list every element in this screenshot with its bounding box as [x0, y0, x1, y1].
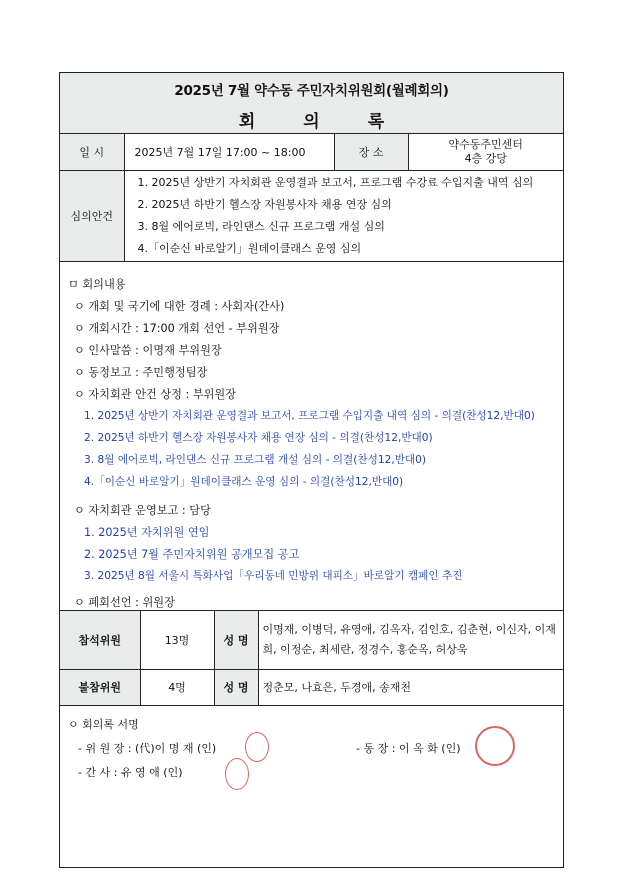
chair-signature: - 위 원 장 : (代)이 명 재 (인)	[78, 741, 217, 755]
present-name-label: 성 명	[214, 611, 258, 669]
meeting-content	[60, 262, 563, 611]
absent-count: 4명	[140, 669, 214, 705]
agenda-item: 1. 2025년 상반기 자치회관 운영결과 보고서, 프로그램 수강료 수입지출 내역 심의	[137, 176, 534, 189]
absent-name-label: 성 명	[214, 669, 258, 705]
resolution-item: 4.「이순신 바로알기」원데이클래스 운영 심의 - 의결(찬성12,반대0)	[84, 476, 404, 488]
document-subtitle: 회의록	[238, 112, 433, 132]
signature-section	[60, 706, 563, 796]
agenda-item: 2. 2025년 하반기 헬스장 자원봉사자 채용 연장 심의	[137, 198, 392, 211]
place-label: 장 소	[334, 134, 408, 171]
chair-seal-stamp	[245, 732, 269, 762]
agenda-item: 4.「이순신 바로알기」원데이클래스 운영 심의	[137, 242, 362, 255]
head-seal-stamp	[475, 726, 515, 766]
content-item: ㅇ 동정보고 : 주민행정팀장	[74, 366, 208, 379]
content-item: ㅇ 개회 및 국기에 대한 경례 : 사회자(간사)	[74, 300, 285, 313]
resolution-item: 3. 8월 에어로빅, 라인댄스 신규 프로그램 개설 심의 - 의결(찬성12,반대0)	[84, 454, 427, 466]
content-item: ㅇ 자치회관 안건 상정 : 부위원장	[74, 388, 237, 401]
agenda-list	[126, 172, 563, 260]
content-item: ㅇ 인사말씀 : 이명재 부위원장	[74, 344, 222, 357]
closing-line: ㅇ 폐회선언 : 위원장	[74, 596, 175, 609]
present-names: 이명재, 이병덕, 유영애, 김옥자, 김인호, 김춘현, 이신자, 이재희, 이정순, 최세란, 정경수, 홍순옥, 허상욱	[258, 611, 563, 669]
document-header	[60, 73, 563, 134]
present-count: 13명	[140, 611, 214, 669]
report-item: 2. 2025년 7월 주민자치위원 공개모집 공고	[84, 548, 300, 561]
report-item: 1. 2025년 자치위원 연임	[84, 526, 210, 539]
agenda-cell	[124, 171, 563, 262]
content-section-title: ㅁ 회의내용	[68, 278, 126, 291]
report-title: ㅇ 자치회관 운영보고 : 담당	[74, 504, 211, 517]
signature-title: ㅇ 회의록 서명	[68, 717, 139, 731]
agenda-item: 3. 8월 에어로빅, 라인댄스 신규 프로그램 개설 심의	[137, 220, 385, 233]
attendance-table	[60, 611, 563, 706]
date-value: 2025년 7월 17일 17:00 ~ 18:00	[124, 134, 334, 171]
resolution-item: 1. 2025년 상반기 자치회관 운영결과 보고서, 프로그램 수입지출 내역 심의 - 의결(찬성12,반대0)	[84, 410, 535, 422]
absent-label: 불참위원	[60, 669, 140, 705]
resolution-item: 2. 2025년 하반기 헬스장 자원봉사자 채용 연장 심의 - 의결(찬성12,반대0)	[84, 432, 433, 444]
present-label: 참석위원	[60, 611, 140, 669]
report-item: 3. 2025년 8월 서울시 특화사업「우리동네 민방위 대피소」바로알기 캠페인 추진	[84, 570, 463, 582]
minutes-document	[59, 72, 564, 868]
place-value	[408, 134, 563, 171]
content-item: ㅇ 개회시간 : 17:00 개회 선언 - 부위원장	[74, 322, 280, 335]
place-line-1: 약수동주민센터	[448, 138, 523, 151]
agenda-label: 심의안건	[60, 171, 124, 262]
absent-names: 정춘모, 나효은, 두경애, 송재천	[258, 669, 563, 705]
date-label: 일 시	[60, 134, 124, 171]
secretary-signature: - 간 사 : 유 영 애 (인)	[78, 765, 183, 779]
document-title: 2025년 7월 약수동 주민자치위원회(월례회의)	[174, 83, 449, 99]
place-line-2: 4층 강당	[464, 152, 507, 165]
head-signature: - 동 장 : 이 옥 화 (인)	[356, 741, 461, 755]
secretary-seal-stamp	[225, 758, 249, 790]
meta-table	[60, 134, 563, 262]
